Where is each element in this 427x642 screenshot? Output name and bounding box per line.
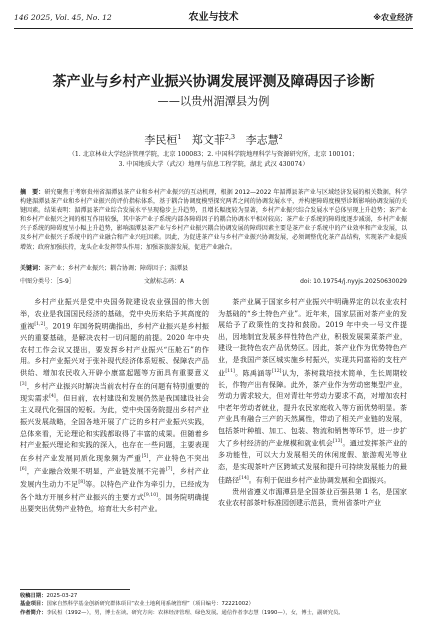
footnote-text: 国家自然科学基金创新研究群体项目“农业土地利用系统管理”（项目编号：72221002） <box>46 601 254 608</box>
keywords <box>20 264 407 273</box>
author-name: 郑文菲 <box>191 133 225 147</box>
citation-mark: [4] <box>49 394 56 400</box>
abstract <box>20 188 407 252</box>
keywords-text: 茶产业；乡村产业振兴；耦合协调；障碍因子；湄潭县 <box>44 265 189 272</box>
keywords-label: 关键词： <box>20 265 45 272</box>
citation-mark: [5] <box>141 453 149 459</box>
citation-mark: [6] <box>20 466 27 472</box>
footnote-label: 收稿日期： <box>20 593 47 599</box>
author-name: 李志慧 <box>245 133 279 147</box>
journal-section: 农业与技术 <box>188 12 239 23</box>
footnote-label: 作者简介： <box>20 609 47 616</box>
citation-mark: [9,10] <box>144 492 158 498</box>
header-rule <box>14 28 413 29</box>
column-label: ※农业经济 <box>373 13 413 22</box>
footnote-text: 李民桓（1992—），男，博士在读。研究方向：农林经济管理、绿色发展。通信作者李志慧（1990—），女，博士，副研究员。 <box>46 609 344 616</box>
footnote-fund <box>20 600 407 608</box>
document-code: 文献标志码：A <box>144 278 185 285</box>
author-name: 李民桓 <box>144 133 178 147</box>
footnote-received <box>20 592 407 600</box>
citation-mark: [8] <box>78 479 85 485</box>
author-affil-mark: 2,3 <box>224 133 236 141</box>
body-column-left <box>20 296 209 514</box>
citation-mark: [11] <box>225 368 235 374</box>
citation-mark: [14] <box>239 475 249 481</box>
abstract-text: 研究聚焦于考察贵州省湄潭县茶产业和乡村产业振兴的互动机理，根据 2012—2022 年湄潭县茶产业与区域经济发展的相关数据，科学构建湄潭县茶产业和乡村产业振兴的评价指标体系，基于耦合协调度模型探究两者之间的协调发展水平，并构建障碍度模型诊断影响协调发展的关键因素。结果表明：湄潭县茶产业综合发展水平呈现稳步上升趋势，且增长幅度较为显著，乡村产业振兴综合发展水平总体呈现上升趋势；茶产业和乡村产业振兴之间的相互作用较强，其中茶产业子系统内部各障碍因子的耦合协调水平相对较高；茶产业子系统的障碍度逐步减弱，乡村产业振兴子系统的障碍度呈小幅上升趋势，影响湄潭县茶产业与乡村产业振兴耦合协调发展的障碍因素主要是茶产业子系统中的产业效率和产业发展，以及乡村产业振兴子系统中的产业融合和产业兴旺因素。因此，为促进茶产业与乡村产业振兴协调发展，必须调整优化茶产品结构，实现茶产业提质增效；政府加强扶持，龙头企业发挥带头作用；加强茶旅游发展，促进产业融合。 <box>20 189 407 251</box>
clc-code: 中图分类号：［S-9］ <box>20 278 75 285</box>
citation-mark: [1,2] <box>34 322 46 328</box>
footnotes <box>20 592 407 617</box>
citation-mark: [12] <box>272 368 282 374</box>
author-line <box>0 130 427 148</box>
body-paragraph: 茶产业属于国家乡村产业振兴中明确界定的以农业农村为基础的“乡土特色产业”。近年来，国家层面对茶产业的发展给予了政策性的支持和鼓励。2019 年中央一号文件提出，因地制宜发展多样性特色产业，积极发展果菜茶产业，建设一批特色农产品优势区。因此，茶产业作为优势特色产业，是我国产茶区城实施乡村振兴，实现共同富裕的支柱产业[11]。陈禹涵等[12]认为，茶树栽培技术简单，生长周期较长，作物产出有保障。此外，茶产业作为劳动密集型产业，劳动力需求较大，但对青壮年劳动力要求不高，对增加农村中老年劳动者就业，提升农民家庭收入等方面优势明显。茶产业具有融合三产的天然属性，带动了相关产业链的发展，包括茶叶种植、加工、包装、物流和销售等环节，进一步扩大了乡村经济的产业规模和就业机会[13]。通过发挥茶产业的多功能性，可以大力发展相关的休闲度假、旅游观光等业态，是实现茶叶产区跨域式发展和提升可持续发展能力的最佳路径[14]。有利于促进乡村产业协调发展和全面振兴。 <box>218 297 408 484</box>
body-paragraph: 贵州省遵义市湄潭县是全国茶业百强县第 1 名，是国家农业农村部茶叶标准园创建示范县，贵州省茶叶产业 <box>218 486 407 508</box>
doi: doi: 10.19754/j.nyyjs.20250630029 <box>300 278 407 285</box>
affiliation-line: 3. 中国地质大学（武汉）地理与信息工程学院，湖北 武汉 430074） <box>118 160 309 168</box>
body-column-right <box>218 296 407 509</box>
article-title: 茶产业与乡村产业振兴协调发展评测及障碍因子诊断 <box>52 74 375 90</box>
affiliation-line: （1. 北京林业大学经济管理学院，北京 100083；2. 中国科学院地理科学与资源研究所，北京 100101； <box>68 151 359 158</box>
footnote-author <box>20 609 407 617</box>
citation-mark: [3] <box>20 381 27 387</box>
page-info: 146 2025, Vol. 45, No. 12 <box>14 13 112 22</box>
citation-mark: [13] <box>332 439 343 445</box>
body-paragraph: 乡村产业振兴是党中央国务院建设农业强国的伟大创举，农业是我国国民经济的基础，党中央历来给予其高度的重视[1,2]。2019 年国务院明确指出，乡村产业振兴是乡村振兴的重要基础，是解决农村一切问题的前提。2020 年中央农村工作会议又提出，要发挥乡村产业振兴“压舱石”的作用。乡村产业振兴对于张补现代经济体系短板、保障农产品供给、增加农民收入开辟小康富起题等方面具有重要意义[3]，乡村产业振兴时解决当前农村存在的问题有特别重要的现实需求[4]。但目前，农村建设和发展仍然是我国建设社会主义现代化强国的短板。为此，党中央国务院提出乡村产业振兴发展战略，全国各地开展了广泛的乡村产业振兴实践，总体来看，无论理论和实践都取得了丰富的成果。但随着乡村产业振兴理论和实践的深入，也存在一些问题，主要表现在乡村产业发展同质化现象频为严重[5]，产业特色不突出[6]，产业融合效果不明显，产业链发展不完善[7]，乡村产业发展内生动力不足[8]等。以特色产业作为牵引力，已经成为各个地方开展乡村产业振兴的主要方式[9,10]。国务院明确提出要突出优势产业特色，培育壮大乡村产业。 <box>20 297 210 513</box>
footnote-text: 2025-03-27 <box>46 593 78 599</box>
footnote-rule <box>20 589 130 590</box>
author-affil-mark: 1 <box>177 133 182 141</box>
affiliations <box>30 150 397 169</box>
citation-mark: [7] <box>165 466 173 472</box>
running-header <box>14 9 413 27</box>
abstract-label: 摘 要： <box>20 189 45 196</box>
article-subtitle: ——以贵州湄潭县为例 <box>157 95 270 108</box>
author-affil-mark: 2 <box>278 133 283 141</box>
footnote-label: 基金项目： <box>20 601 47 608</box>
